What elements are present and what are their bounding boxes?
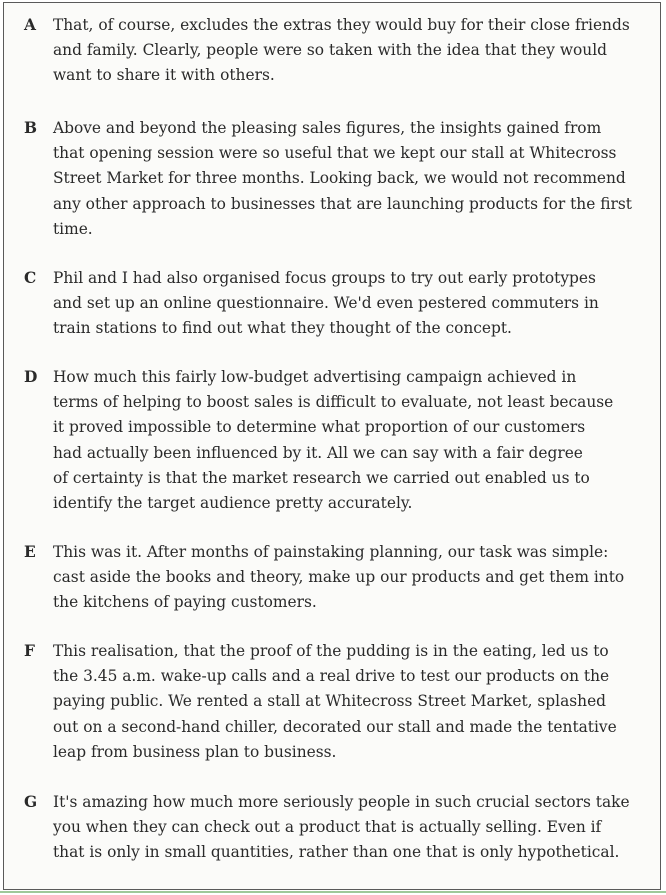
text-line: had actually been influenced by it. All we can say with a fair degree [53, 443, 583, 462]
text-line: out on a second-hand chiller, decorated our stall and made the tentative [53, 717, 617, 736]
text-line: Street Market for three months. Looking back, we would not recommend [53, 169, 626, 188]
paragraph-text [53, 116, 654, 242]
paragraph-text [53, 266, 654, 342]
paragraph-box [3, 2, 661, 890]
paragraph-text [53, 13, 654, 89]
text-line: leap from business plan to business. [53, 742, 337, 761]
paragraph-letter: G [24, 793, 38, 811]
text-line: paying public. We rented a stall at Whitecross Street Market, splashed [53, 692, 607, 711]
paragraph-letter: A [24, 16, 36, 34]
text-line: Above and beyond the pleasing sales figures, the insights gained from [53, 119, 602, 137]
text-line: and family. Clearly, people were so taken with the idea that they would [53, 41, 607, 60]
text-line: This realisation, that the proof of the pudding is in the eating, led us to [53, 642, 609, 660]
text-line: train stations to find out what they thought of the concept. [53, 319, 512, 338]
paragraph-text [53, 790, 654, 866]
text-line: the 3.45 a.m. wake-up calls and a real drive to test our products on the [53, 667, 610, 686]
text-line: want to share it with others. [53, 66, 275, 85]
bottom-divider [0, 891, 666, 893]
text-line: How much this fairly low-budget advertising campaign achieved in [53, 368, 577, 386]
paragraph-text [53, 639, 654, 765]
text-line: that opening session were so useful that we kept our stall at Whitecross [53, 144, 617, 163]
paragraph-text [53, 540, 654, 616]
text-line: of certainty is that the market research we carried out enabled us to [53, 468, 590, 487]
paragraph-letter: F [24, 642, 35, 660]
text-line: the kitchens of paying customers. [53, 593, 317, 612]
paragraph-letter: E [24, 543, 36, 561]
text-line: you when they can check out a product that is actually selling. Even if [53, 818, 602, 837]
text-line: cast aside the books and theory, make up our products and get them into [53, 568, 625, 587]
text-line: time. [53, 219, 93, 238]
paragraph-letter: D [24, 368, 38, 386]
text-line: and set up an online questionnaire. We'd even pestered commuters in [53, 294, 599, 313]
text-line: Phil and I had also organised focus groups to try out early prototypes [53, 269, 596, 287]
text-line: This was it. After months of painstaking planning, our task was simple: [53, 543, 609, 561]
paragraph-text [53, 365, 654, 516]
text-line: identify the target audience pretty accurately. [53, 494, 413, 513]
text-line: That, of course, excludes the extras they would buy for their close friends [53, 16, 630, 34]
text-line: any other approach to businesses that are launching products for the first [53, 194, 632, 213]
text-line: It's amazing how much more seriously people in such crucial sectors take [53, 793, 630, 811]
paragraph-letter: B [24, 119, 38, 137]
text-line: terms of helping to boost sales is difficult to evaluate, not least because [53, 393, 614, 412]
text-line: it proved impossible to determine what proportion of our customers [53, 418, 586, 437]
paragraph-letter: C [24, 269, 37, 287]
text-line: that is only in small quantities, rather than one that is only hypothetical. [53, 843, 620, 862]
